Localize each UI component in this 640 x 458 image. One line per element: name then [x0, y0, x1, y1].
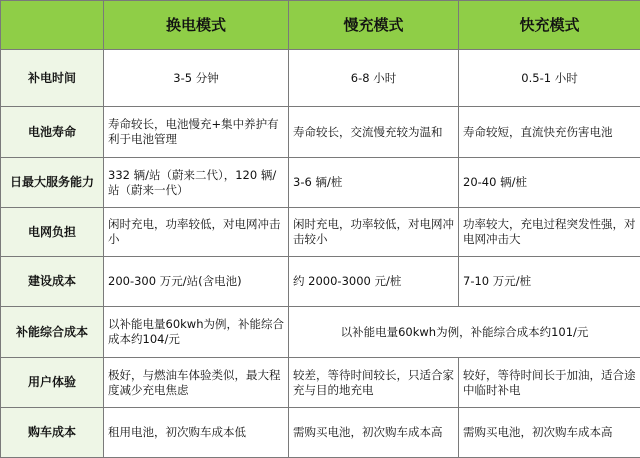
- cell-slow-charge: 需购买电池，初次购车成本高: [289, 408, 459, 458]
- cell-fast-charge: 寿命较短，直流快充伤害电池: [459, 107, 640, 158]
- cell-battery-swap: 以补能电量60kwh为例，补能综合成本约104/元: [104, 307, 289, 358]
- row-label: 日最大服务能力: [1, 158, 104, 208]
- table-row: [1, 358, 640, 408]
- row-label: 电池寿命: [1, 107, 104, 158]
- cell-slow-charge: 寿命较长，交流慢充较为温和: [289, 107, 459, 158]
- cell-fast-charge: 7-10 万元/桩: [459, 257, 640, 307]
- cell-battery-swap: 闲时充电，功率较低，对电网冲击小: [104, 208, 289, 257]
- cell-fast-charge: 需购买电池，初次购车成本高: [459, 408, 640, 458]
- cell-fast-charge: 功率较大，充电过程突发性强，对电网冲击大: [459, 208, 640, 257]
- row-label: 电网负担: [1, 208, 104, 257]
- cell-battery-swap: 200-300 万元/站(含电池): [104, 257, 289, 307]
- cell-slow-charge: 3-6 辆/桩: [289, 158, 459, 208]
- table-row: [1, 307, 640, 358]
- table-row: [1, 208, 640, 257]
- cell-slow-charge: 约 2000-3000 元/桩: [289, 257, 459, 307]
- header-fast-charge: 快充模式: [459, 1, 640, 50]
- table-row: [1, 50, 640, 107]
- cell-battery-swap: 租用电池，初次购车成本低: [104, 408, 289, 458]
- cell-fast-charge: 20-40 辆/桩: [459, 158, 640, 208]
- header-battery-swap: 换电模式: [104, 1, 289, 50]
- table-row: [1, 158, 640, 208]
- cell-battery-swap: 寿命较长，电池慢充+集中养护有利于电池管理: [104, 107, 289, 158]
- cell-fast-charge: 较好，等待时间长于加油，适合途中临时补电: [459, 358, 640, 408]
- cell-battery-swap: 332 辆/站（蔚来二代），120 辆/站（蔚来一代）: [104, 158, 289, 208]
- header-corner: [1, 1, 104, 50]
- row-label: 建设成本: [1, 257, 104, 307]
- cell-slow-charge: 闲时充电，功率较低，对电网冲击较小: [289, 208, 459, 257]
- row-label: 购车成本: [1, 408, 104, 458]
- header-row: [1, 1, 640, 50]
- cell-charging-merged: 以补能电量60kwh为例，补能综合成本约101/元: [289, 307, 640, 358]
- header-slow-charge: 慢充模式: [289, 1, 459, 50]
- cell-battery-swap: 极好，与燃油车体验类似，最大程度减少充电焦虑: [104, 358, 289, 408]
- cell-battery-swap: 3-5 分钟: [104, 50, 289, 107]
- cell-slow-charge: 较差，等待时间较长，只适合家充与目的地充电: [289, 358, 459, 408]
- table-row: [1, 107, 640, 158]
- table-row: [1, 257, 640, 307]
- cell-slow-charge: 6-8 小时: [289, 50, 459, 107]
- row-label: 用户体验: [1, 358, 104, 408]
- row-label: 补能综合成本: [1, 307, 104, 358]
- row-label: 补电时间: [1, 50, 104, 107]
- table-row: [1, 408, 640, 458]
- cell-fast-charge: 0.5-1 小时: [459, 50, 640, 107]
